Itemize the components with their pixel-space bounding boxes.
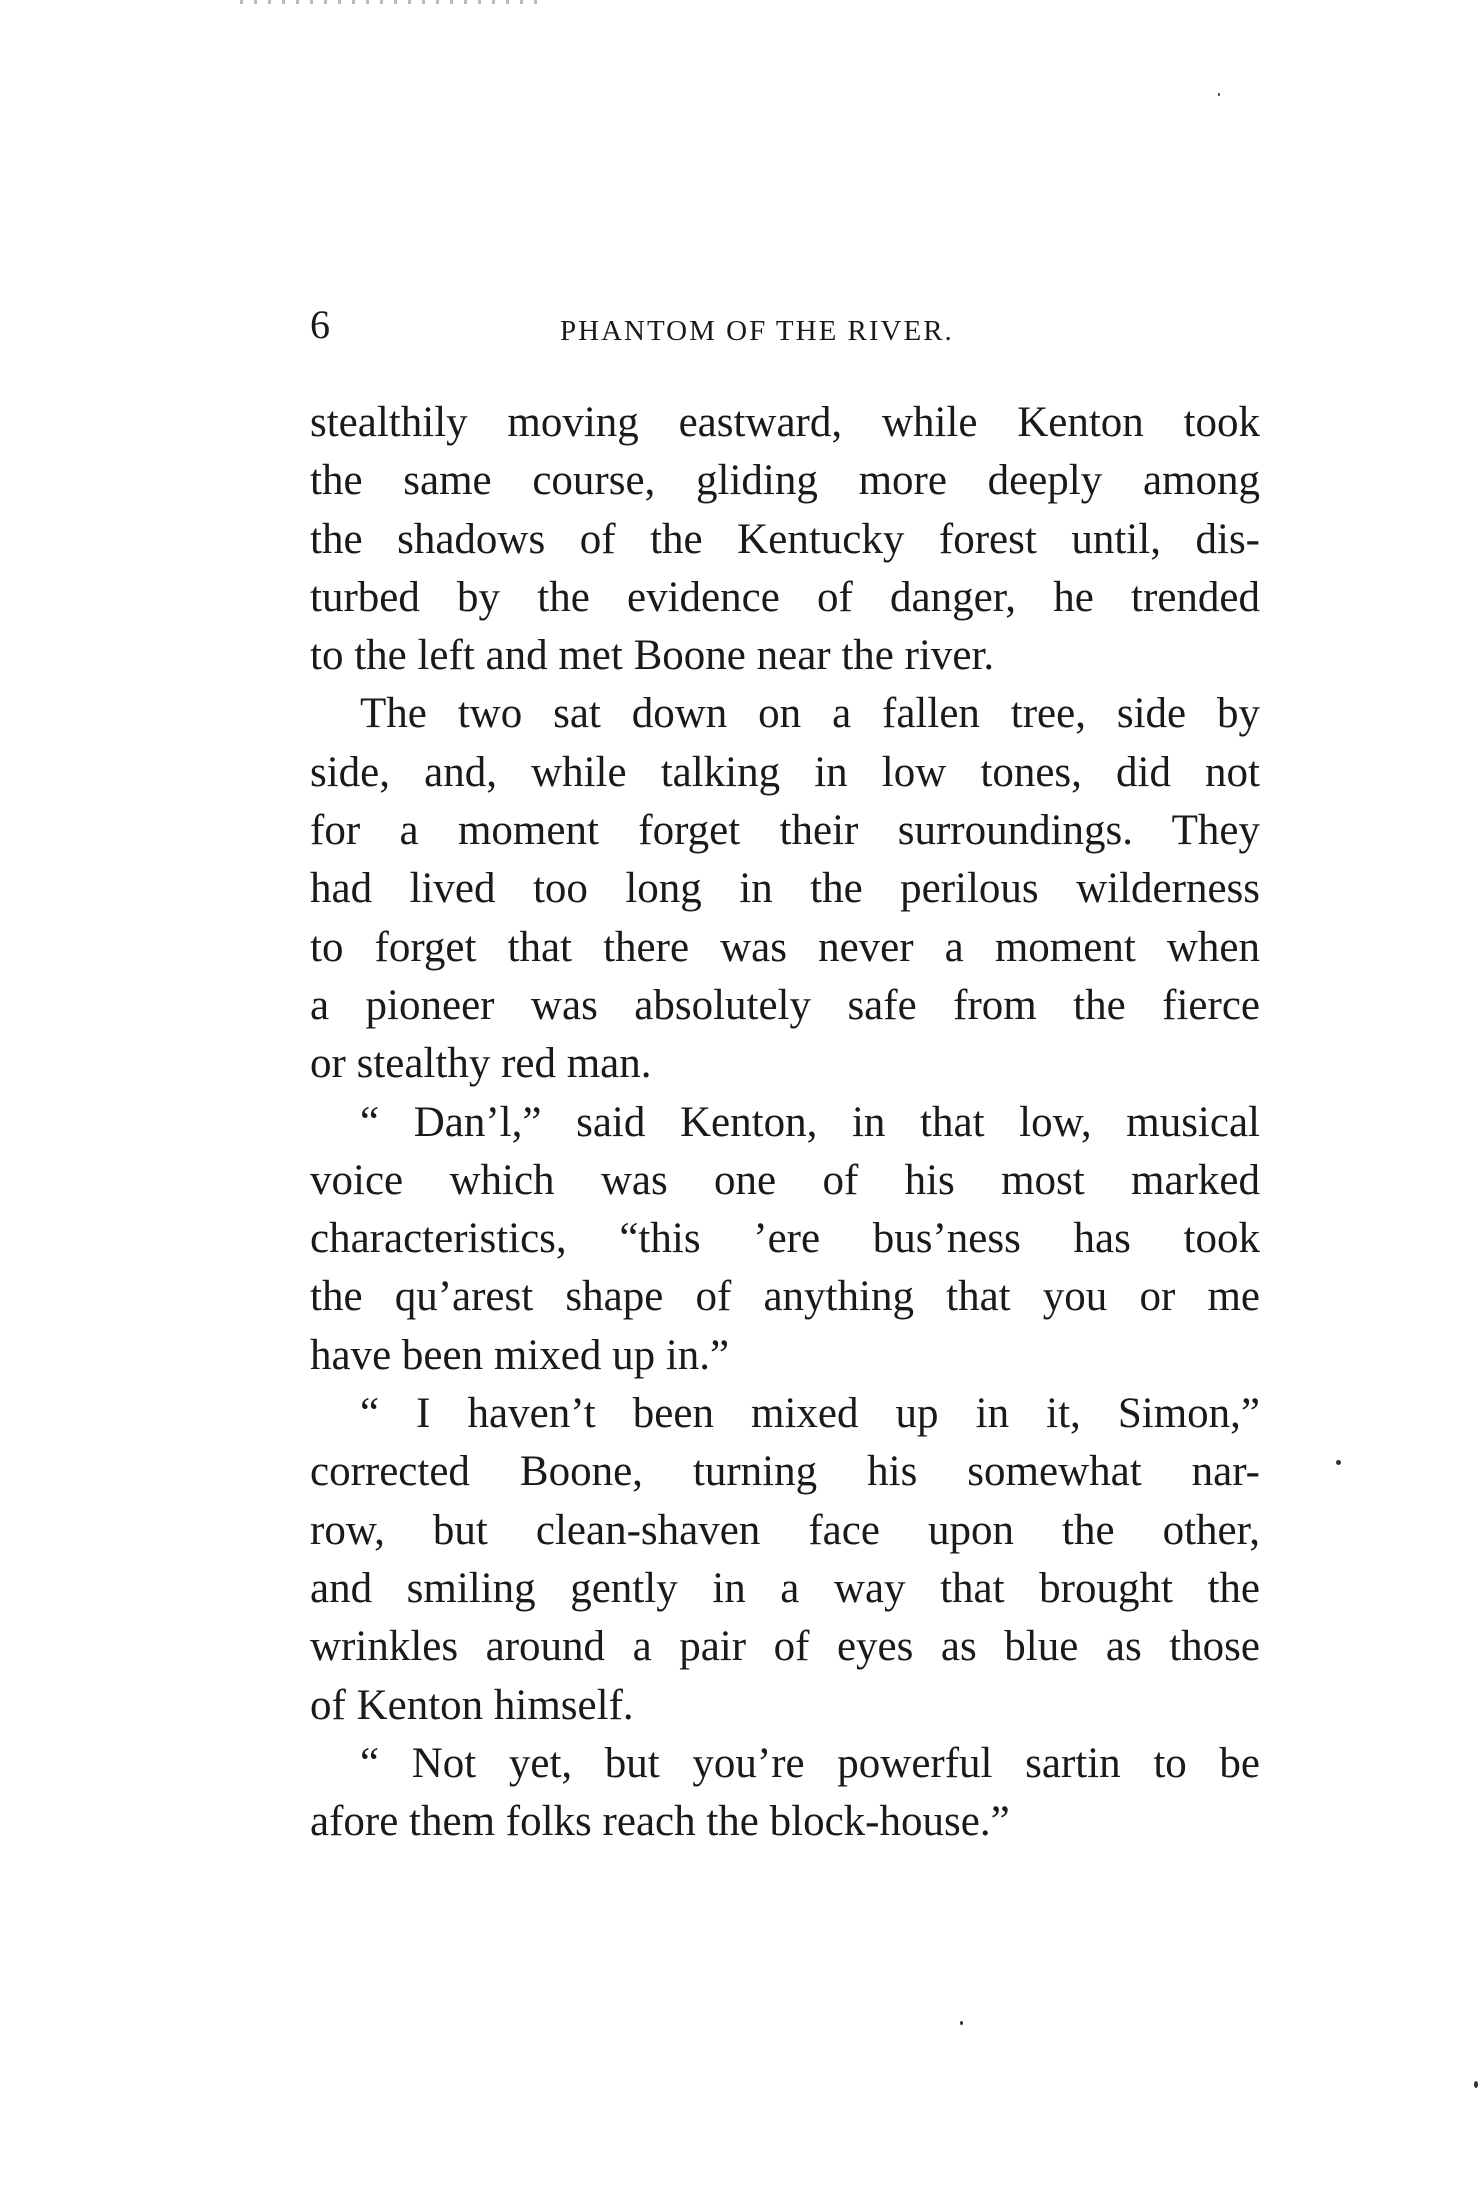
text-line: The two sat down on a fallen tree, side by xyxy=(360,690,1260,738)
scan-speck xyxy=(960,2021,963,2025)
text-line: or stealthy red man. xyxy=(310,1040,652,1088)
scan-speck xyxy=(1336,1460,1341,1465)
paragraph xyxy=(310,1385,1260,1735)
text-line: corrected Boone, turning his somewhat nar- xyxy=(310,1448,1260,1496)
text-line: side, and, while talking in low tones, did not xyxy=(310,748,1260,796)
page-number: 6 xyxy=(310,302,330,347)
text-line: have been mixed up in.” xyxy=(310,1331,730,1379)
text-line: of Kenton himself. xyxy=(310,1681,634,1729)
text-line: the shadows of the Kentucky forest until, dis- xyxy=(310,515,1260,563)
text-line: voice which was one of his most marked xyxy=(310,1156,1260,1204)
paragraph xyxy=(310,1735,1260,1852)
text-line: the qu’arest shape of anything that you or me xyxy=(310,1273,1260,1321)
text-line: afore them folks reach the block-house.” xyxy=(310,1798,1010,1846)
text-line: characteristics, “this ’ere bus’ness has took xyxy=(310,1215,1260,1263)
text-line: for a moment forget their surroundings. They xyxy=(310,807,1260,855)
text-line: row, but clean-shaven face upon the other, xyxy=(310,1506,1260,1554)
body-text xyxy=(310,394,1260,1851)
paragraph xyxy=(310,685,1260,1093)
text-line: had lived too long in the perilous wilderness xyxy=(310,865,1260,913)
text-line: to forget that there was never a moment when xyxy=(310,923,1260,971)
text-line: “ I haven’t been mixed up in it, Simon,” xyxy=(360,1390,1260,1438)
text-line: the same course, gliding more deeply among xyxy=(310,457,1260,505)
paragraph xyxy=(310,394,1260,685)
text-line: and smiling gently in a way that brought the xyxy=(310,1564,1260,1612)
scan-speck xyxy=(1218,93,1220,96)
text-line: “ Not yet, but you’re powerful sartin to be xyxy=(360,1739,1260,1787)
text-line: stealthily moving eastward, while Kenton took xyxy=(310,399,1260,446)
paragraph xyxy=(310,1094,1260,1385)
page-header xyxy=(310,300,1260,350)
scan-speck xyxy=(1474,2081,1478,2088)
text-line: turbed by the evidence of danger, he trended xyxy=(310,573,1260,621)
scan-edge-noise xyxy=(240,0,540,4)
text-line: “ Dan’l,” said Kenton, in that low, musical xyxy=(360,1098,1260,1146)
text-line: wrinkles around a pair of eyes as blue as those xyxy=(310,1623,1260,1671)
running-title: PHANTOM OF THE RIVER. xyxy=(560,315,954,347)
text-line: a pioneer was absolutely safe from the fierce xyxy=(310,981,1260,1029)
text-line: to the left and met Boone near the river. xyxy=(310,632,995,680)
